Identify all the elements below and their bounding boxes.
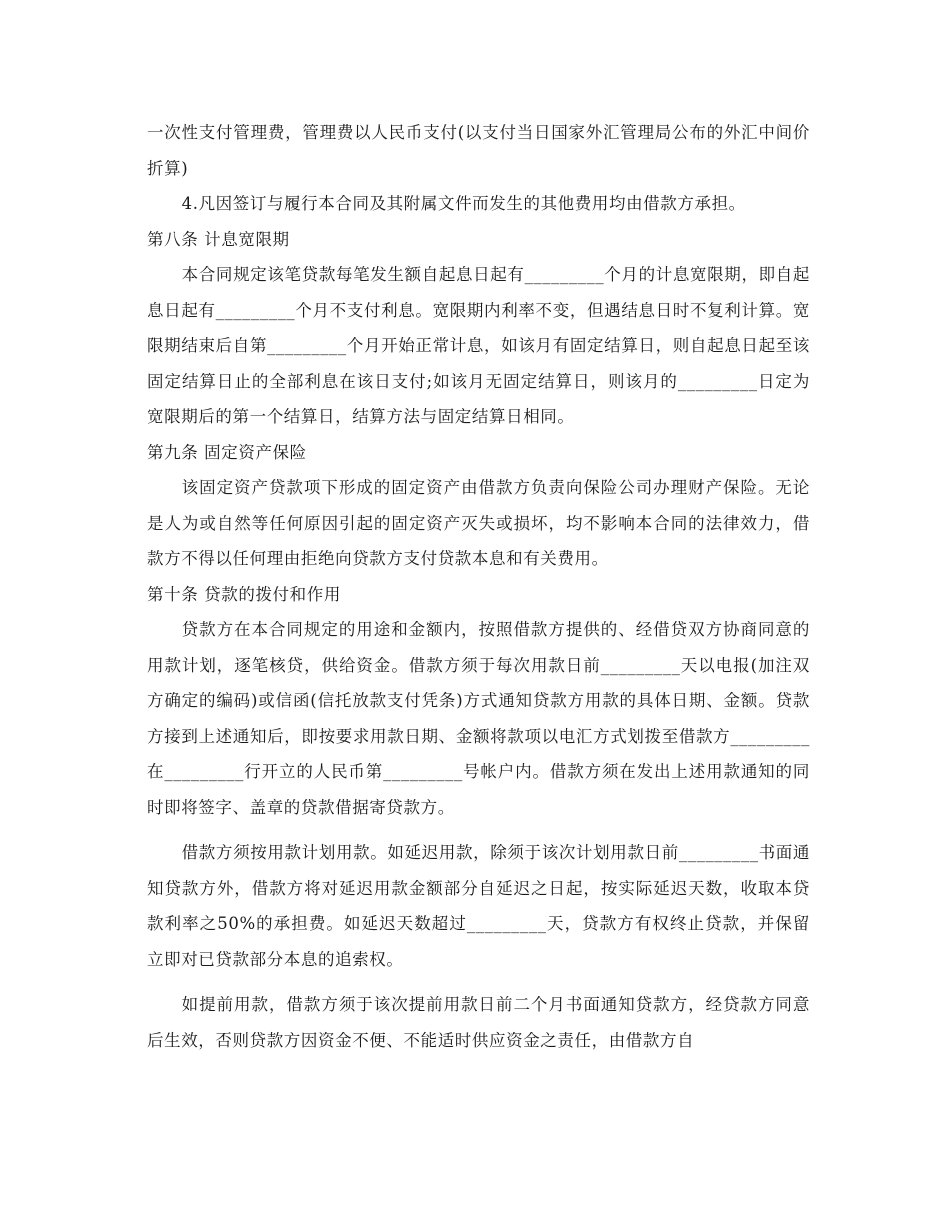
document-body <box>147 115 810 1058</box>
heading-article-10: 第十条 贷款的拨付和作用 <box>147 584 341 604</box>
paragraph-early-drawdown: 如提前用款，借款方须于该次提前用款日前二个月书面通知贷款方，经贷款方同意后生效，否则贷款方因资金不便、不能适时供应资金之责任，由借款方自 <box>147 995 810 1050</box>
paragraph-insurance: 该固定资产贷款项下形成的固定资产由借款方负责向保险公司办理财产保险。无论是人为或自然等任何原因引起的固定资产灭失或损坏，均不影响本合同的法律效力，借款方不得以任何理由拒绝向贷款方支付贷款本息和有关费用。 <box>147 478 810 568</box>
paragraph-fee-continuation: 一次性支付管理费，管理费以人民币支付(以支付当日国家外汇管理局公布的外汇中间价折算) <box>147 123 810 178</box>
heading-article-8: 第八条 计息宽限期 <box>147 229 290 249</box>
paragraph-disbursement: 贷款方在本合同规定的用途和金额内，按照借款方提供的、经借贷双方协商同意的用款计划，逐笔核贷，供给资金。借款方须于每次用款日前_________天以电报(加注双方确定的编码)或信函(信托放款支付凭条)方式通知贷款方用款的具体日期、金额。贷款方接到上述通知后，即按要求用款日期、金额将款项以电汇方式划拨至借款方_________在_________行开立的人民币第_________号帐户内。借款方须在发出上述用款通知的同时即将签字、盖章的贷款借据寄贷款方。 <box>147 620 810 817</box>
paragraph-clause-4: 4.凡因签订与履行本合同及其附属文件而发生的其他费用均由借款方承担。 <box>181 194 746 213</box>
paragraph-delayed-drawdown: 借款方须按用款计划用款。如延迟用款，除须于该次计划用款日前_________书面通知贷款方外，借款方将对延迟用款金额部分自延迟之日起，按实际延迟天数，收取本贷款利率之50%的承担费。如延迟天数超过_________天，贷款方有权终止贷款，并保留立即对已贷款部分本息的追索权。 <box>147 843 810 969</box>
paragraph-grace-period: 本合同规定该笔贷款每笔发生额自起息日起有_________个月的计息宽限期，即自起息日起有_________个月不支付利息。宽限期内利率不变，但遇结息日时不复利计算。宽限期结束后自第_________个月开始正常计息，如该月有固定结算日，则自起息日起至该固定结算日止的全部利息在该日支付;如该月无固定结算日，则该月的_________日定为宽限期后的第一个结算日，结算方法与固定结算日相同。 <box>147 265 810 426</box>
heading-article-9: 第九条 固定资产保险 <box>147 442 307 462</box>
